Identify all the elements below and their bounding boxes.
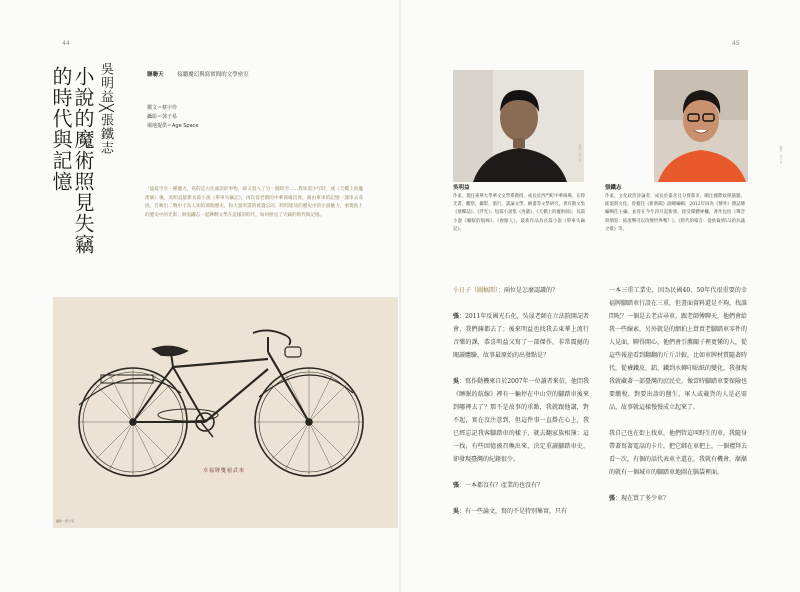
paragraph-text: ：寫作動機來自於2007年一位讀者來信，他問我《睡眠的航線》裡有一輛停在中山堂的腳踏車後來到哪裡去了？那不是故事的重點，我就跟他講，對不起，實在沒注意到，但這件事一直掛在心上，我已經忘記我客腳踏車的樣子，就去翻家族相簿；這一找，有些回憶被召喚出來，決定重讀腳踏車史，卻發現臺灣的紀錄很少。 [453,378,589,463]
series-header [147,70,249,78]
paragraph-text: ：一本都沒有？產業的也沒有？ [459,482,544,489]
photo-credit-2: 攝影＝郭子易 [779,146,783,165]
paragraph: 我自己也在街上找車，他們管這叫野生的車，我隨身帶著寫著電話的卡片，把它綁在車把上，一個禮拜去看一次，有個的話代表車主還在，我就有機會，漸漸的就有一個城市的腳踏車地圖在腦袋裡面。 [609,430,748,476]
portrait-wu [453,70,584,182]
bicycle-illustration [53,297,398,528]
series-subtitle: 接聽魔幻與寫實間的文學密室 [177,72,249,78]
paragraph-text: ：現在買了多少車？ [615,495,670,502]
article-authors: 吳明益╳張鐵志 [98,62,113,155]
paragraph [453,284,589,297]
bicycle-photo [53,297,398,528]
bike-logo-text: 幸福牌雙槓武車 [203,468,246,474]
person1-bio: 作家，現任東華大學華文文學系教授，成長於西門町中華商場，在時光書、觀察，攝影，旅行，談論文學，繪畫等文學研究，著有散文集《迷蝶誌》、《浮光》；短篇小說集《虎爺》、《天橋上的魔術師》；長篇小說《睡眠的航線》、《複眼人》，最新作品為長篇小說《單車失竊記》。 [453,194,585,232]
portrait-chang [654,70,785,182]
speaker-label: 吳 [453,508,460,515]
credit-venue: 場地提供＝Age Space [147,123,199,129]
article-title: 小說的魔術照見失竊的時代與記憶 [49,66,95,255]
paragraph [453,479,589,492]
person1-name: 吳明益 [453,185,470,191]
page-number-right: 45 [732,40,740,47]
paragraph [609,492,747,505]
credit-writer: 撰文＝蔡宇伶 [147,105,178,111]
paragraph [453,505,589,518]
credits-block [147,104,199,131]
intro-paragraph: 「盛夏空有一種魔力，寫的是古往歲語的事物，卻又置入了另一個時空……我知道少年時，或《天橋上的魔術師》後，吳明益最新長篇小說《單車失竊記》，再次從老舊的中華商場出發，藉由單車的記憶一連串去尋找，召喚出二戰中不為人知的那個歷史，和大量所謂的被遺忘的、時間迷途的歷史中的小說魅力，重現島上的歷史中的光影；與張鐵志一起聊聊文學在這樣的時代，如何照見了失竊的時代與記憶。 [145,187,363,218]
credit-photographer: 攝影＝郭子易 [147,114,178,120]
paragraph-text: ：兩位是怎麼認識的？ [498,287,559,294]
paragraph-text: ：有一些論文，寫的不是特別集實，只有 [459,508,568,515]
speaker-label: 張 [609,495,616,502]
interview-column-1 [453,284,589,531]
person2-name: 張鐵志 [605,185,622,191]
series-label: 聯聯天 [147,72,164,78]
speaker-label: 張 [453,482,460,489]
paragraph [453,310,589,362]
book-gutter [399,0,401,592]
speaker-label: 小日子（圖稿間） [453,287,499,294]
photo-credit-1: 攝影＝郭子易 [578,144,582,163]
photo-caption: 攝影＝郭子易 [56,519,75,523]
paragraph [453,375,589,466]
paragraph-text: ：2011年反國光石化，吳晟老師在立法院開記者會，我們倆都去了；後來明益也找我去東華上流行音樂的課，恭喜明益又寫了一部傑作，非常震撼的閱讀體驗，故事最原始的出發點是？ [453,313,589,359]
paragraph: 一本三重工業史，因為民國40、50年代很重要的幸福牌腳踏車行設在三重，但書面資料還是不夠，找誰問呢？一個是去老店尋車，跟老師傅聊天，他們會給我一些線索，另外就是的網拍上買賣老腳踏車零件的人見面，聊得開心，他們會引薦關子裡更懂的人，從這些報途看到翻翻的斤斤計較，比如車牌材質隨著時代，從襪鐵皮，鋁，鐵到水轉印貼紙的變化，我發現我就藏著一部臺灣的庶民史。像當時腳踏車要保險也要繳稅，對要出診的醫生、軍人或載貨的人是必需品，故事就這樣慢慢成立起來了。 [609,287,748,411]
speaker-label: 張 [453,313,460,320]
speaker-label: 吳 [453,378,460,385]
interview-column-2 [609,284,747,518]
page-number-left: 44 [62,40,70,47]
person2-bio: 作家，文化政治評論者，成長於臺北且分發都市，關注國際政經議題、搖滾與文化。曾擔任《新新聞》副總編輯，2012年回為《號外》雜誌總編輯任主編，並曾在今年四月起新發，接受媒體專欄，著作包括《聲音與憤怒：搖滾樂可以改變世界嗎？》、《時代的噪音：從狄倫到U2的抗議之歌》等。 [605,194,745,232]
